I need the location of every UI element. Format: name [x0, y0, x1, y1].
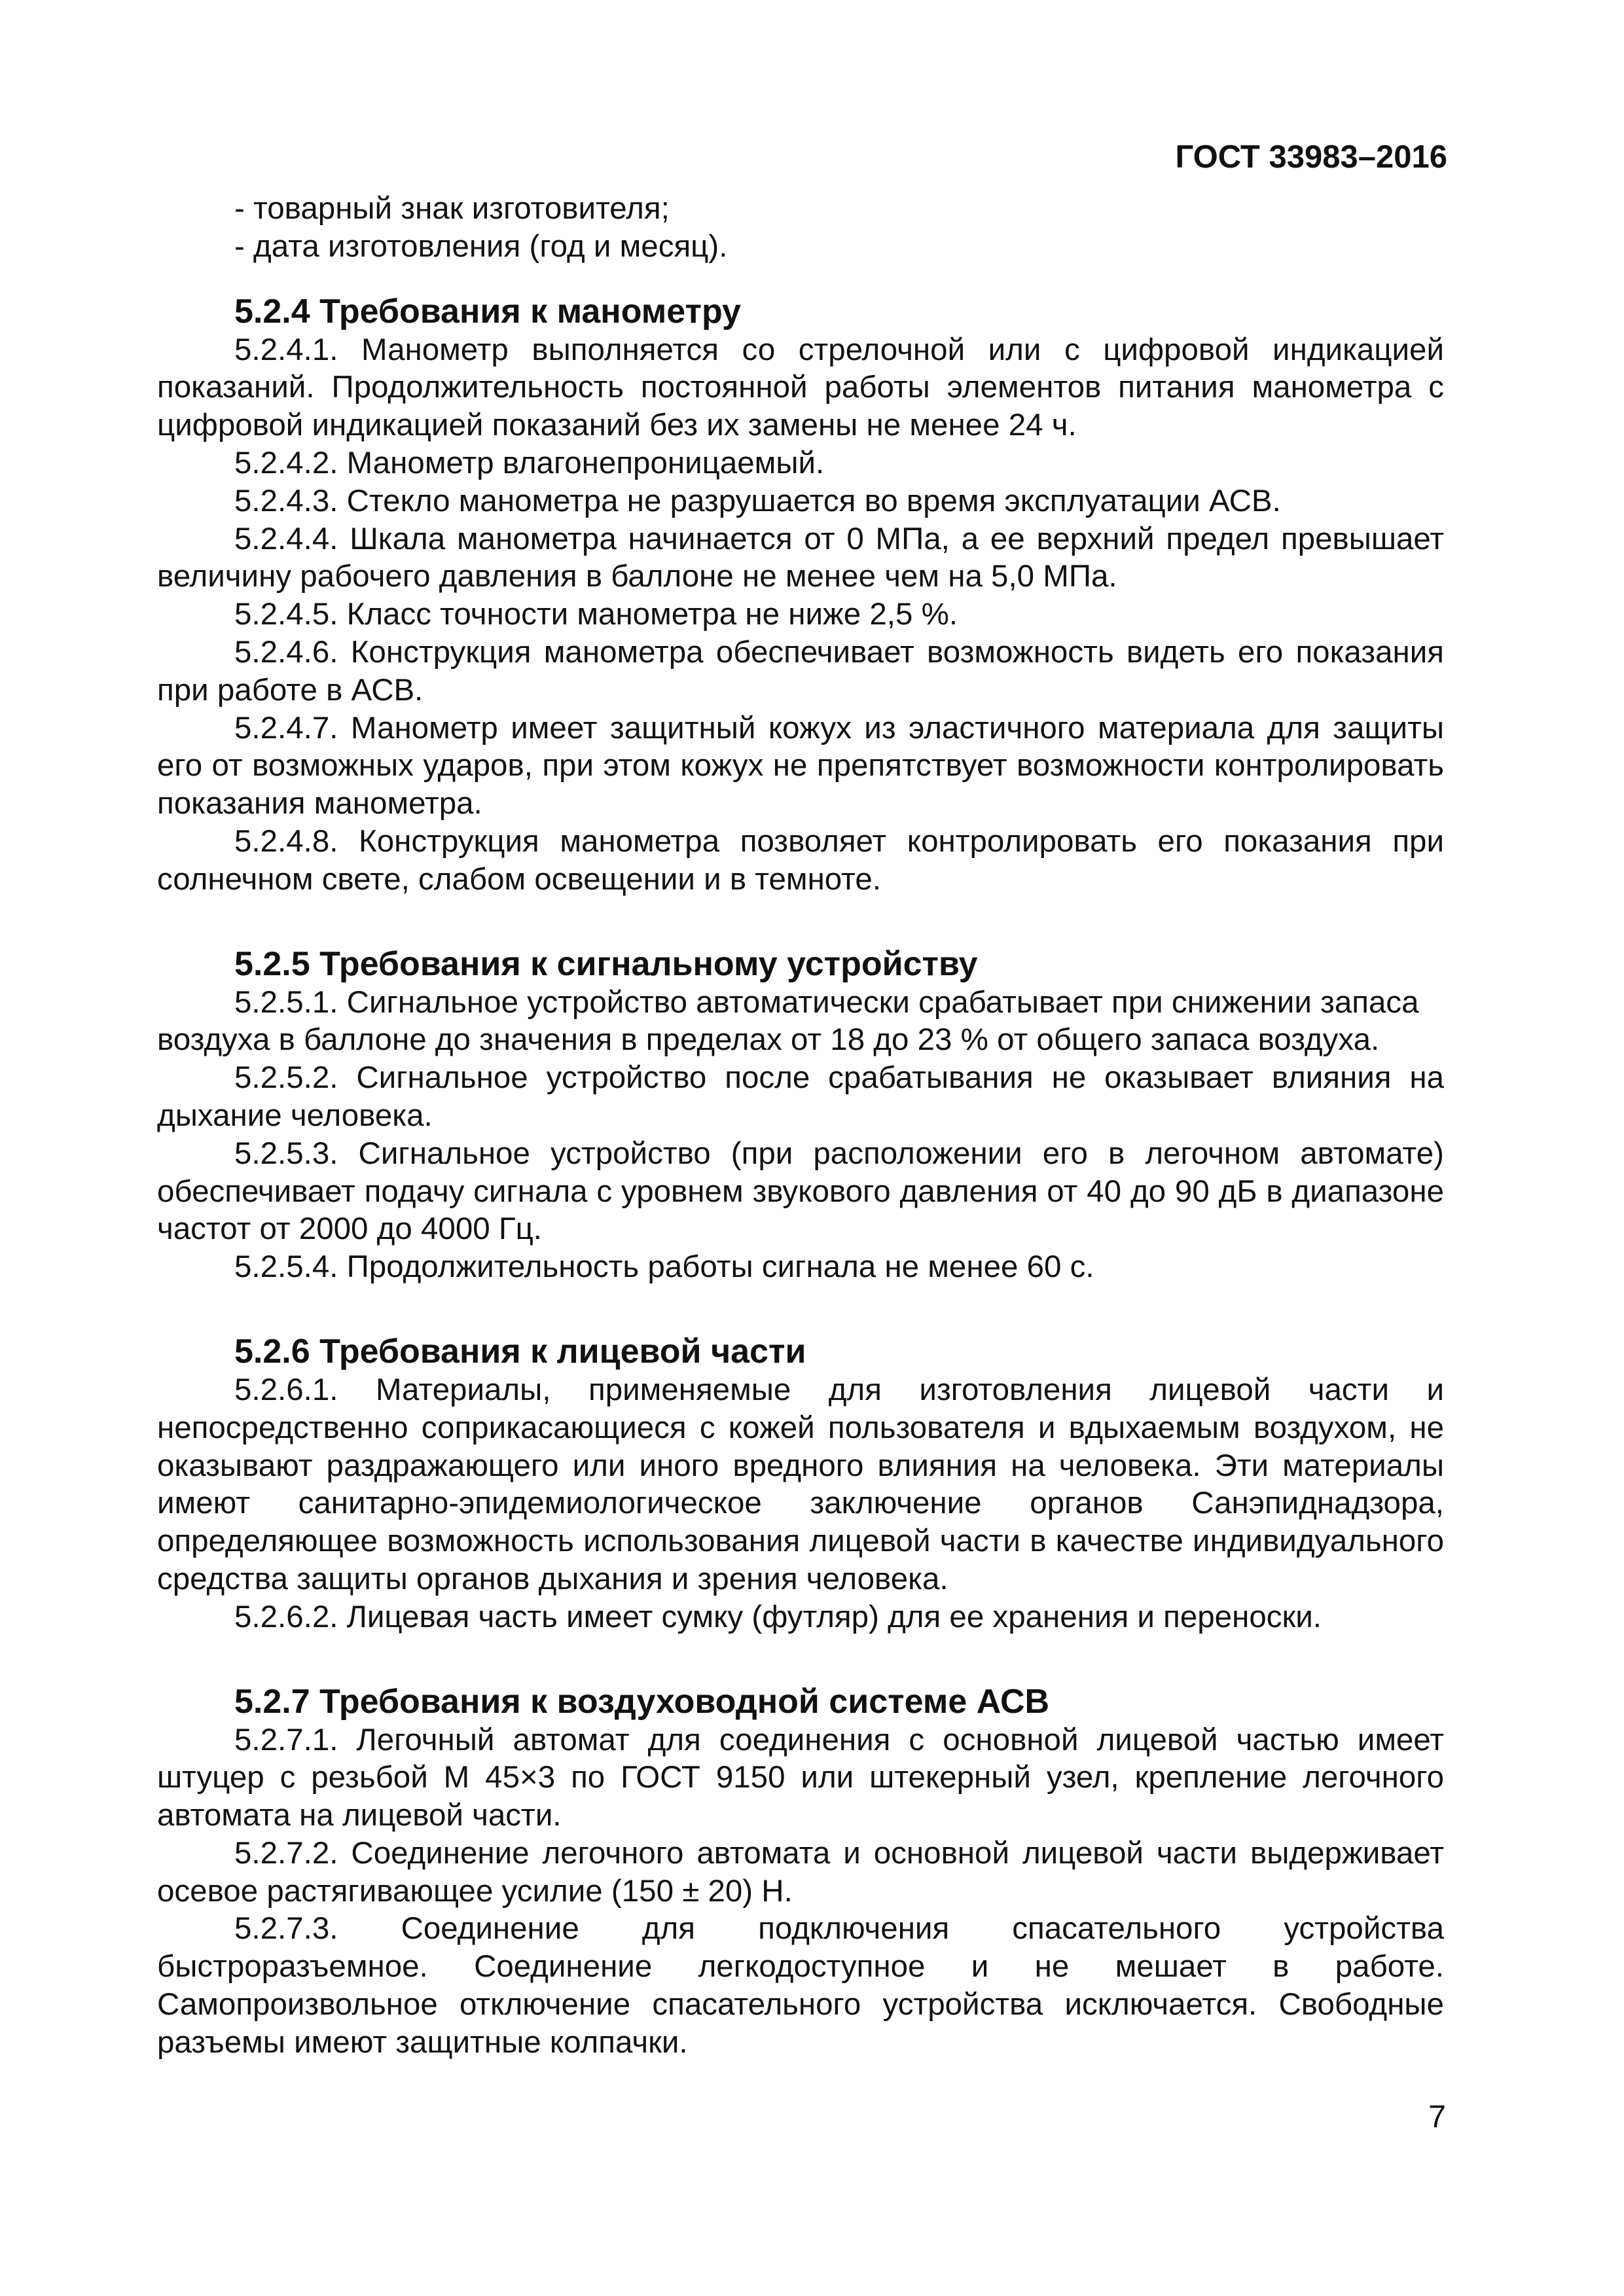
paragraph: 5.2.5.1. Сигнальное устройство автоматически срабатывает при снижении запаса воздуха в баллоне до значения в пределах от 18 до 23 % от общего запаса воздуха.	[157, 984, 1419, 1058]
intro-item: - дата изготовления (год и месяц).	[234, 228, 728, 264]
paragraph: 5.2.4.6. Конструкция манометра обеспечивает возможность видеть его показания при работе в АСВ.	[157, 634, 1444, 708]
paragraph: 5.2.6.2. Лицевая часть имеет сумку (футляр) для ее хранения и переноски.	[234, 1599, 1322, 1634]
page-number: 7	[1428, 2100, 1446, 2134]
intro-item: - товарный знак изготовителя;	[234, 191, 670, 226]
section-title: 5.2.7 Требования к воздуховодной системе АСВ	[234, 1682, 1050, 1721]
section-title: 5.2.4 Требования к манометру	[234, 292, 741, 331]
paragraph: 5.2.4.1. Манометр выполняется со стрелочной или с цифровой индикацией показаний. Продолжительность постоянной работы элементов питания манометра с цифровой индикацией показаний без их замены не менее 24 ч.	[157, 332, 1444, 443]
paragraph: 5.2.7.1. Легочный автомат для соединения с основной лицевой частью имеет штуцер с резьбой М 45×3 по ГОСТ 9150 или штекерный узел, крепление легочного автомата на лицевой части.	[157, 1722, 1444, 1833]
paragraph: 5.2.4.3. Стекло манометра не разрушается во время эксплуатации АСВ.	[234, 483, 1281, 518]
paragraph: 5.2.4.8. Конструкция манометра позволяет контролировать его показания при солнечном свете, слабом освещении и в темноте.	[157, 823, 1444, 897]
paragraph: 5.2.6.1. Материалы, применяемые для изготовления лицевой части и непосредственно соприкасающиеся с кожей пользователя и вдыхаемым воздухом, не оказывают раздражающего или иного вредного влияния на человека. Эти материалы имеют санитарно-эпидемиологическое заключение органов Санэпиднадзора, определяющее возможность использования лицевой части в качестве индивидуального средства защиты органов дыхания и зрения человека.	[157, 1372, 1444, 1596]
document-body	[157, 190, 1444, 2062]
paragraph: 5.2.4.2. Манометр влагонепроницаемый.	[234, 445, 825, 480]
paragraph: 5.2.4.7. Манометр имеет защитный кожух из эластичного материала для защиты его от возможных ударов, при этом кожух не препятствует возможности контролировать показания манометра.	[157, 710, 1444, 821]
paragraph: 5.2.7.2. Соединение легочного автомата и основной лицевой части выдерживает осевое растягивающее усилие (150 ± 20) Н.	[157, 1835, 1444, 1909]
paragraph: 5.2.5.4. Продолжительность работы сигнала не менее 60 с.	[234, 1249, 1094, 1285]
paragraph: 5.2.4.5. Класс точности манометра не ниже 2,5 %.	[234, 597, 958, 632]
paragraph: 5.2.5.2. Сигнальное устройство после срабатывания не оказывает влияния на дыхание человека.	[157, 1060, 1444, 1133]
paragraph: 5.2.4.4. Шкала манометра начинается от 0 МПа, а ее верхний предел превышает величину рабочего давления в баллоне не менее чем на 5,0 МПа.	[157, 521, 1444, 594]
document-code: ГОСТ 33983–2016	[1175, 139, 1447, 175]
paragraph: 5.2.7.3. Соединение для подключения спасательного устройства быстроразъемное. Соединение легкодоступное и не мешает в работе. Самопроизвольное отключение спасательного устройства исключается. Свободные разъемы имеют защитные колпачки.	[157, 1911, 1444, 2060]
section-title: 5.2.6 Требования к лицевой части	[234, 1332, 806, 1371]
section-title: 5.2.5 Требования к сигнальному устройству	[234, 944, 978, 983]
paragraph: 5.2.5.3. Сигнальное устройство (при расположении его в легочном автомате) обеспечивает подачу сигнала с уровнем звукового давления от 40 до 90 дБ в диапазоне частот от 2000 до 4000 Гц.	[157, 1136, 1444, 1247]
